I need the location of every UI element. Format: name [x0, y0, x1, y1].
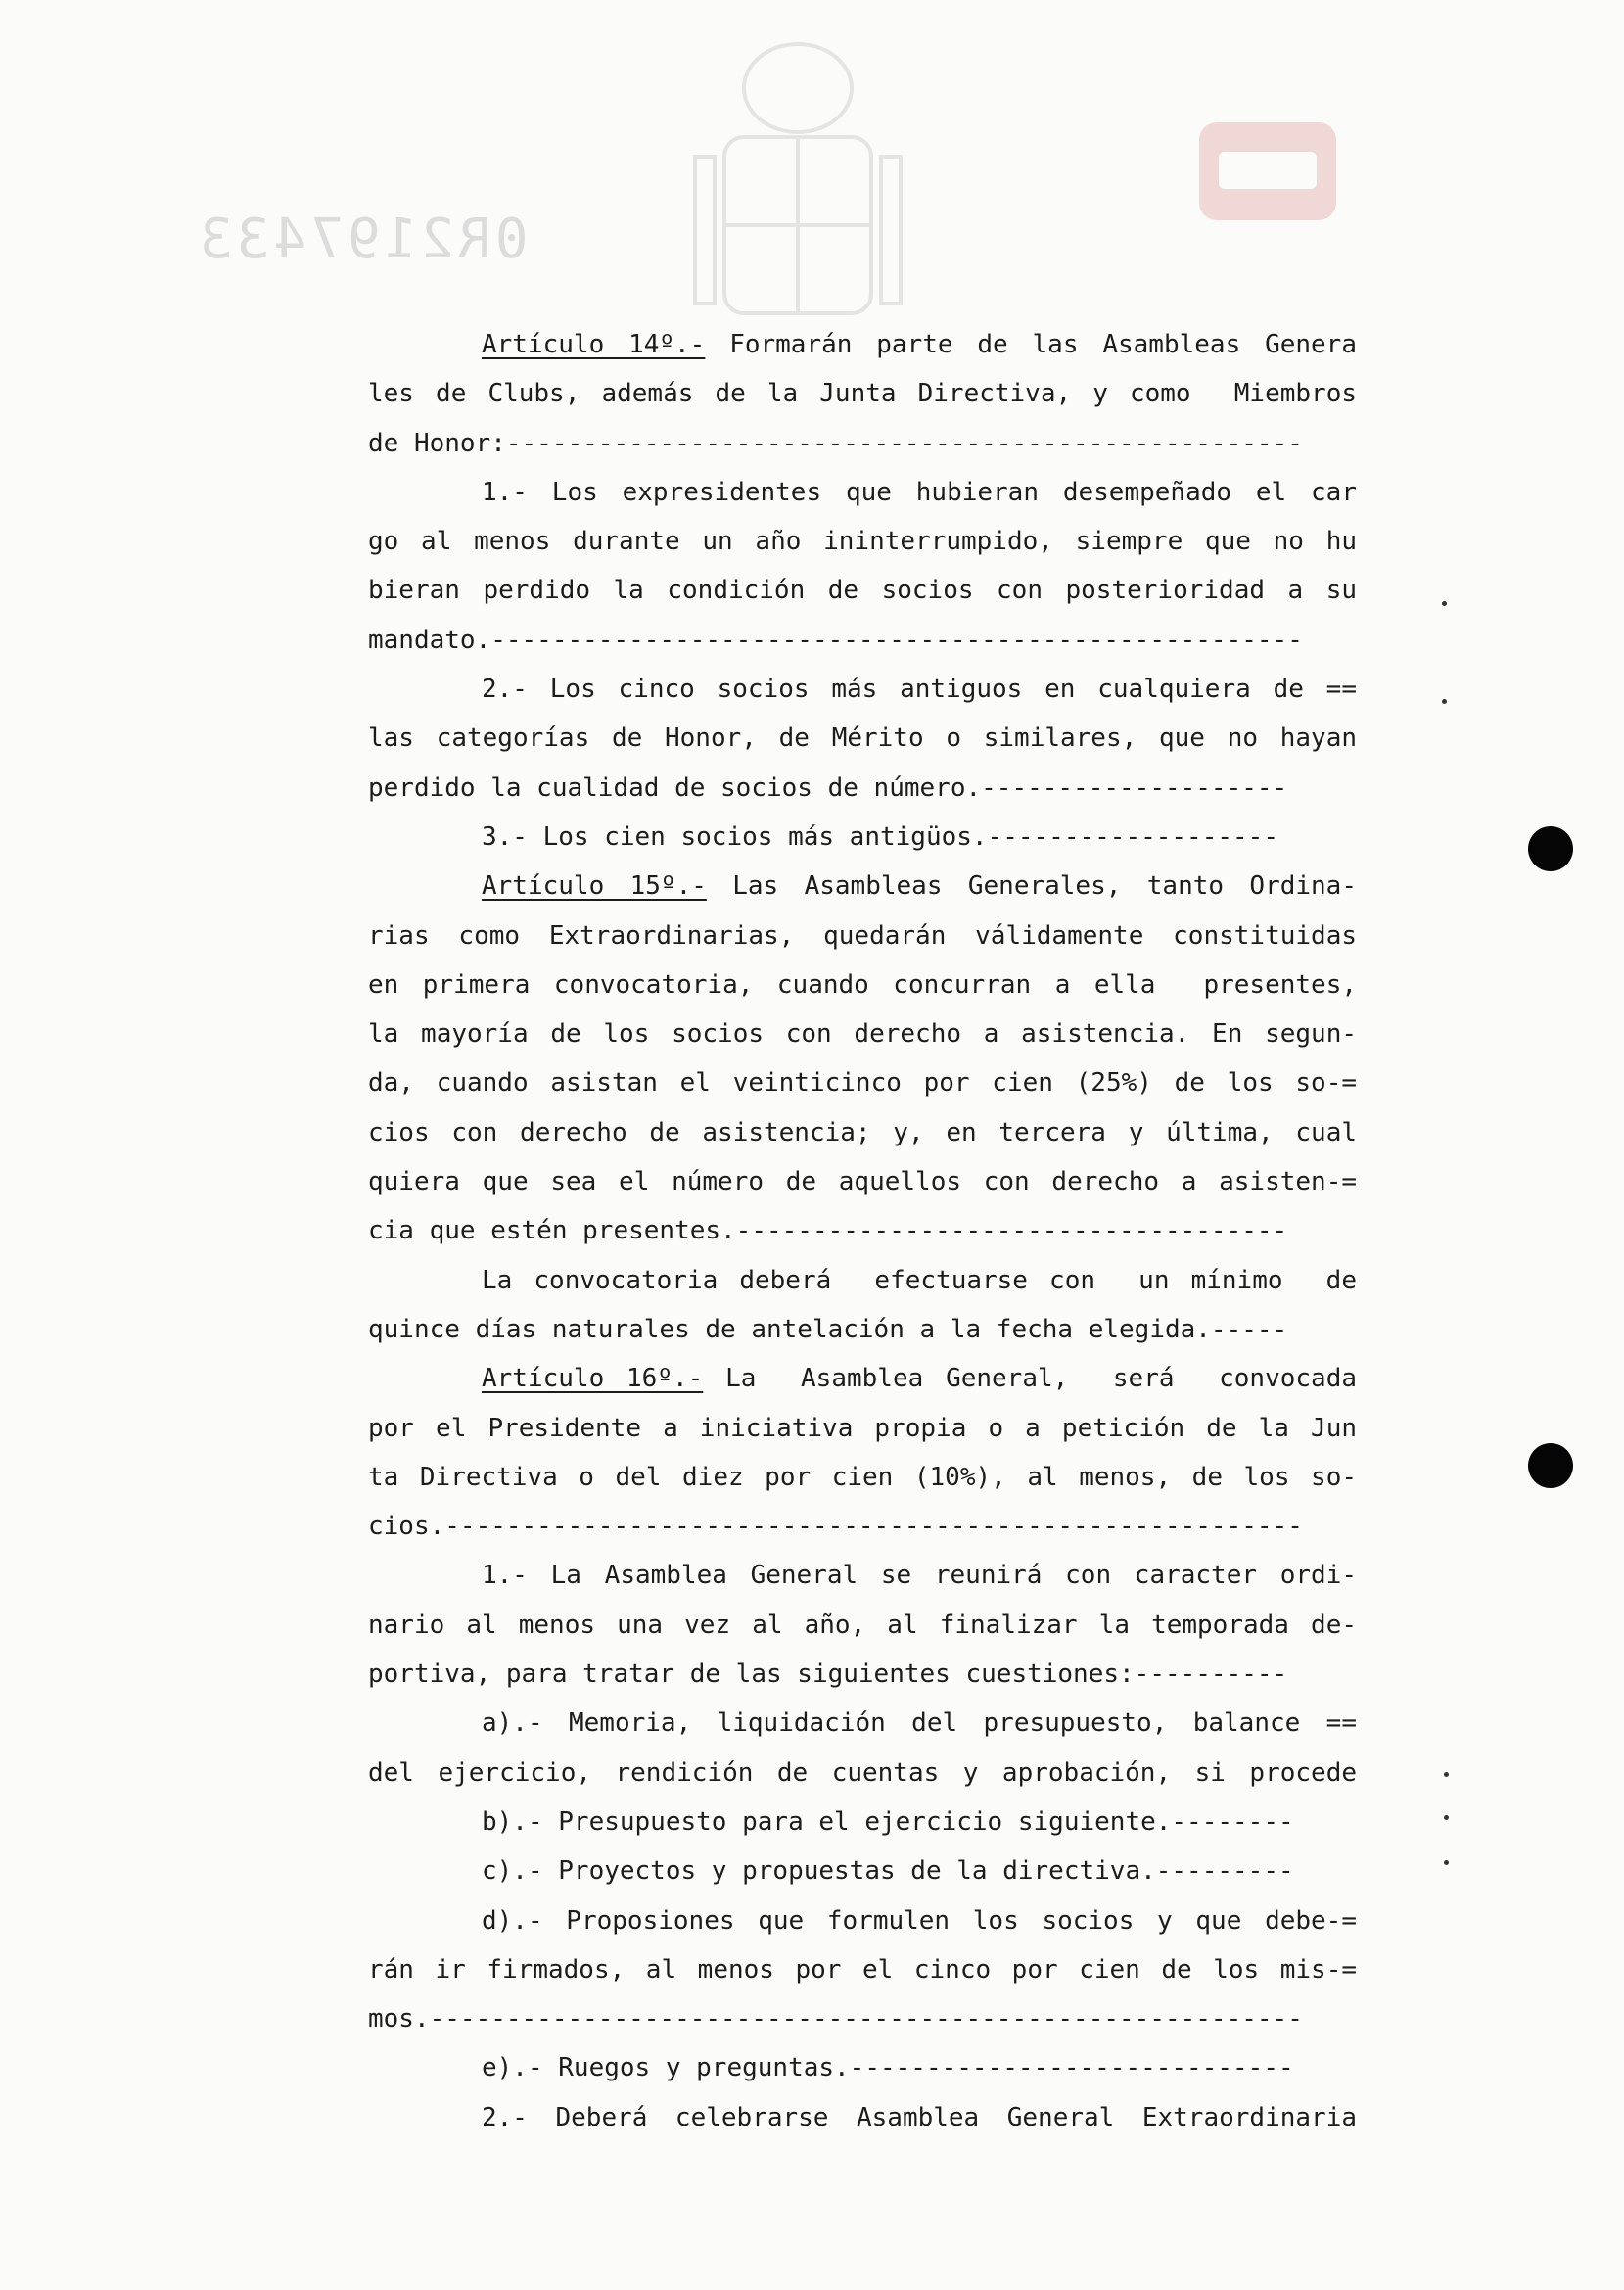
coat-of-arms-show-through: [685, 20, 910, 352]
text-line: 2.- Deberá celebrarse Asamblea General Extraordinaria: [482, 2102, 1357, 2132]
text-line: perdido la cualidad de socios de número.--------------------: [368, 772, 1288, 803]
text-line: cia que estén presentes.------------------------------------: [368, 1216, 1288, 1246]
text-line: de Honor:----------------------------------------------------: [368, 428, 1303, 458]
article-heading: Artículo 16º.-: [482, 1364, 704, 1394]
punch-hole-bottom: [1528, 1443, 1573, 1488]
text-line: e).- Ruegos y preguntas.-----------------------------: [482, 2053, 1294, 2083]
text-line: cios con derecho de asistencia; y, en tercera y última, cual: [368, 1117, 1357, 1147]
text-line: d).- Proposiones que formulen los socios y que debe-=: [482, 1905, 1357, 1936]
text-line: les de Clubs, además de la Junta Directiva, y como Miembros: [368, 379, 1357, 409]
text-line: La convocatoria deberá efectuarse con un mínimo de: [482, 1265, 1357, 1295]
text-line: en primera convocatoria, cuando concurran a ella presentes,: [368, 969, 1357, 1000]
text-line: bieran perdido la condición de socios con posterioridad a su: [368, 576, 1357, 606]
punch-hole-top: [1528, 826, 1573, 871]
text-line: go al menos durante un año ininterrumpido, siempre que no hu: [368, 527, 1357, 557]
margin-speck: [1444, 1772, 1449, 1777]
article-heading: Artículo 15º.-: [482, 871, 707, 902]
text-line: del ejercicio, rendición de cuentas y aprobación, si procede: [368, 1757, 1357, 1788]
text-line: 1.- Los expresidentes que hubieran desempeñado el car: [482, 477, 1357, 507]
text-line: rán ir firmados, al menos por el cinco por cien de los mis-=: [368, 1954, 1357, 1985]
text-line: portiva, para tratar de las siguientes cuestiones:----------: [368, 1659, 1288, 1690]
text-line: b).- Presupuesto para el ejercicio siguiente.--------: [482, 1806, 1294, 1837]
text-line: por el Presidente a iniciativa propia o a petición de la Jun: [368, 1413, 1357, 1443]
text-line: mos.---------------------------------------------------------: [368, 2004, 1303, 2034]
text-line: cios.--------------------------------------------------------: [368, 1512, 1303, 1542]
text-line: Artículo 15º.- Las Asambleas Generales, tanto Ordina-: [482, 871, 1357, 902]
text-line: 1.- La Asamblea General se reunirá con caracter ordi-: [482, 1561, 1357, 1591]
margin-speck: [1442, 699, 1447, 704]
margin-speck: [1444, 1815, 1449, 1820]
text-line: las categorías de Honor, de Mérito o similares, que no hayan: [368, 724, 1357, 754]
text-line: c).- Proyectos y propuestas de la directiva.---------: [482, 1856, 1294, 1887]
article-heading: Artículo 14º.-: [482, 330, 706, 359]
text-line: da, cuando asistan el veinticinco por cien (25%) de los so-=: [368, 1068, 1357, 1098]
margin-speck: [1442, 601, 1447, 606]
revenue-stamp-show-through: [1194, 117, 1341, 225]
text-line: a).- Memoria, liquidación del presupuesto, balance ==: [482, 1708, 1357, 1739]
text-line: quiera que sea el número de aquellos con derecho a asisten-=: [368, 1167, 1357, 1197]
document-body: [368, 320, 1357, 2142]
text-line: 2.- Los cinco socios más antiguos en cualquiera de ==: [482, 675, 1357, 705]
text-line: ta Directiva o del diez por cien (10%), al menos, de los so-: [368, 1462, 1357, 1492]
text-line: nario al menos una vez al año, al finalizar la temporada de-: [368, 1610, 1357, 1640]
text-line: rias como Extraordinarias, quedarán válidamente constituidas: [368, 920, 1357, 951]
text-line: Artículo 14º.- Formarán parte de las Asambleas Genera: [482, 330, 1357, 359]
watermark-serial: 0R2197433: [196, 208, 529, 271]
text-line: quince días naturales de antelación a la fecha elegida.-----: [368, 1314, 1288, 1344]
text-line: mandato.-----------------------------------------------------: [368, 625, 1303, 655]
margin-speck: [1444, 1860, 1449, 1865]
text-line: Artículo 16º.- La Asamblea General, será convocada: [482, 1364, 1357, 1394]
text-line: 3.- Los cien socios más antigüos.-------------------: [482, 821, 1278, 852]
text-line: la mayoría de los socios con derecho a asistencia. En segun-: [368, 1019, 1357, 1050]
